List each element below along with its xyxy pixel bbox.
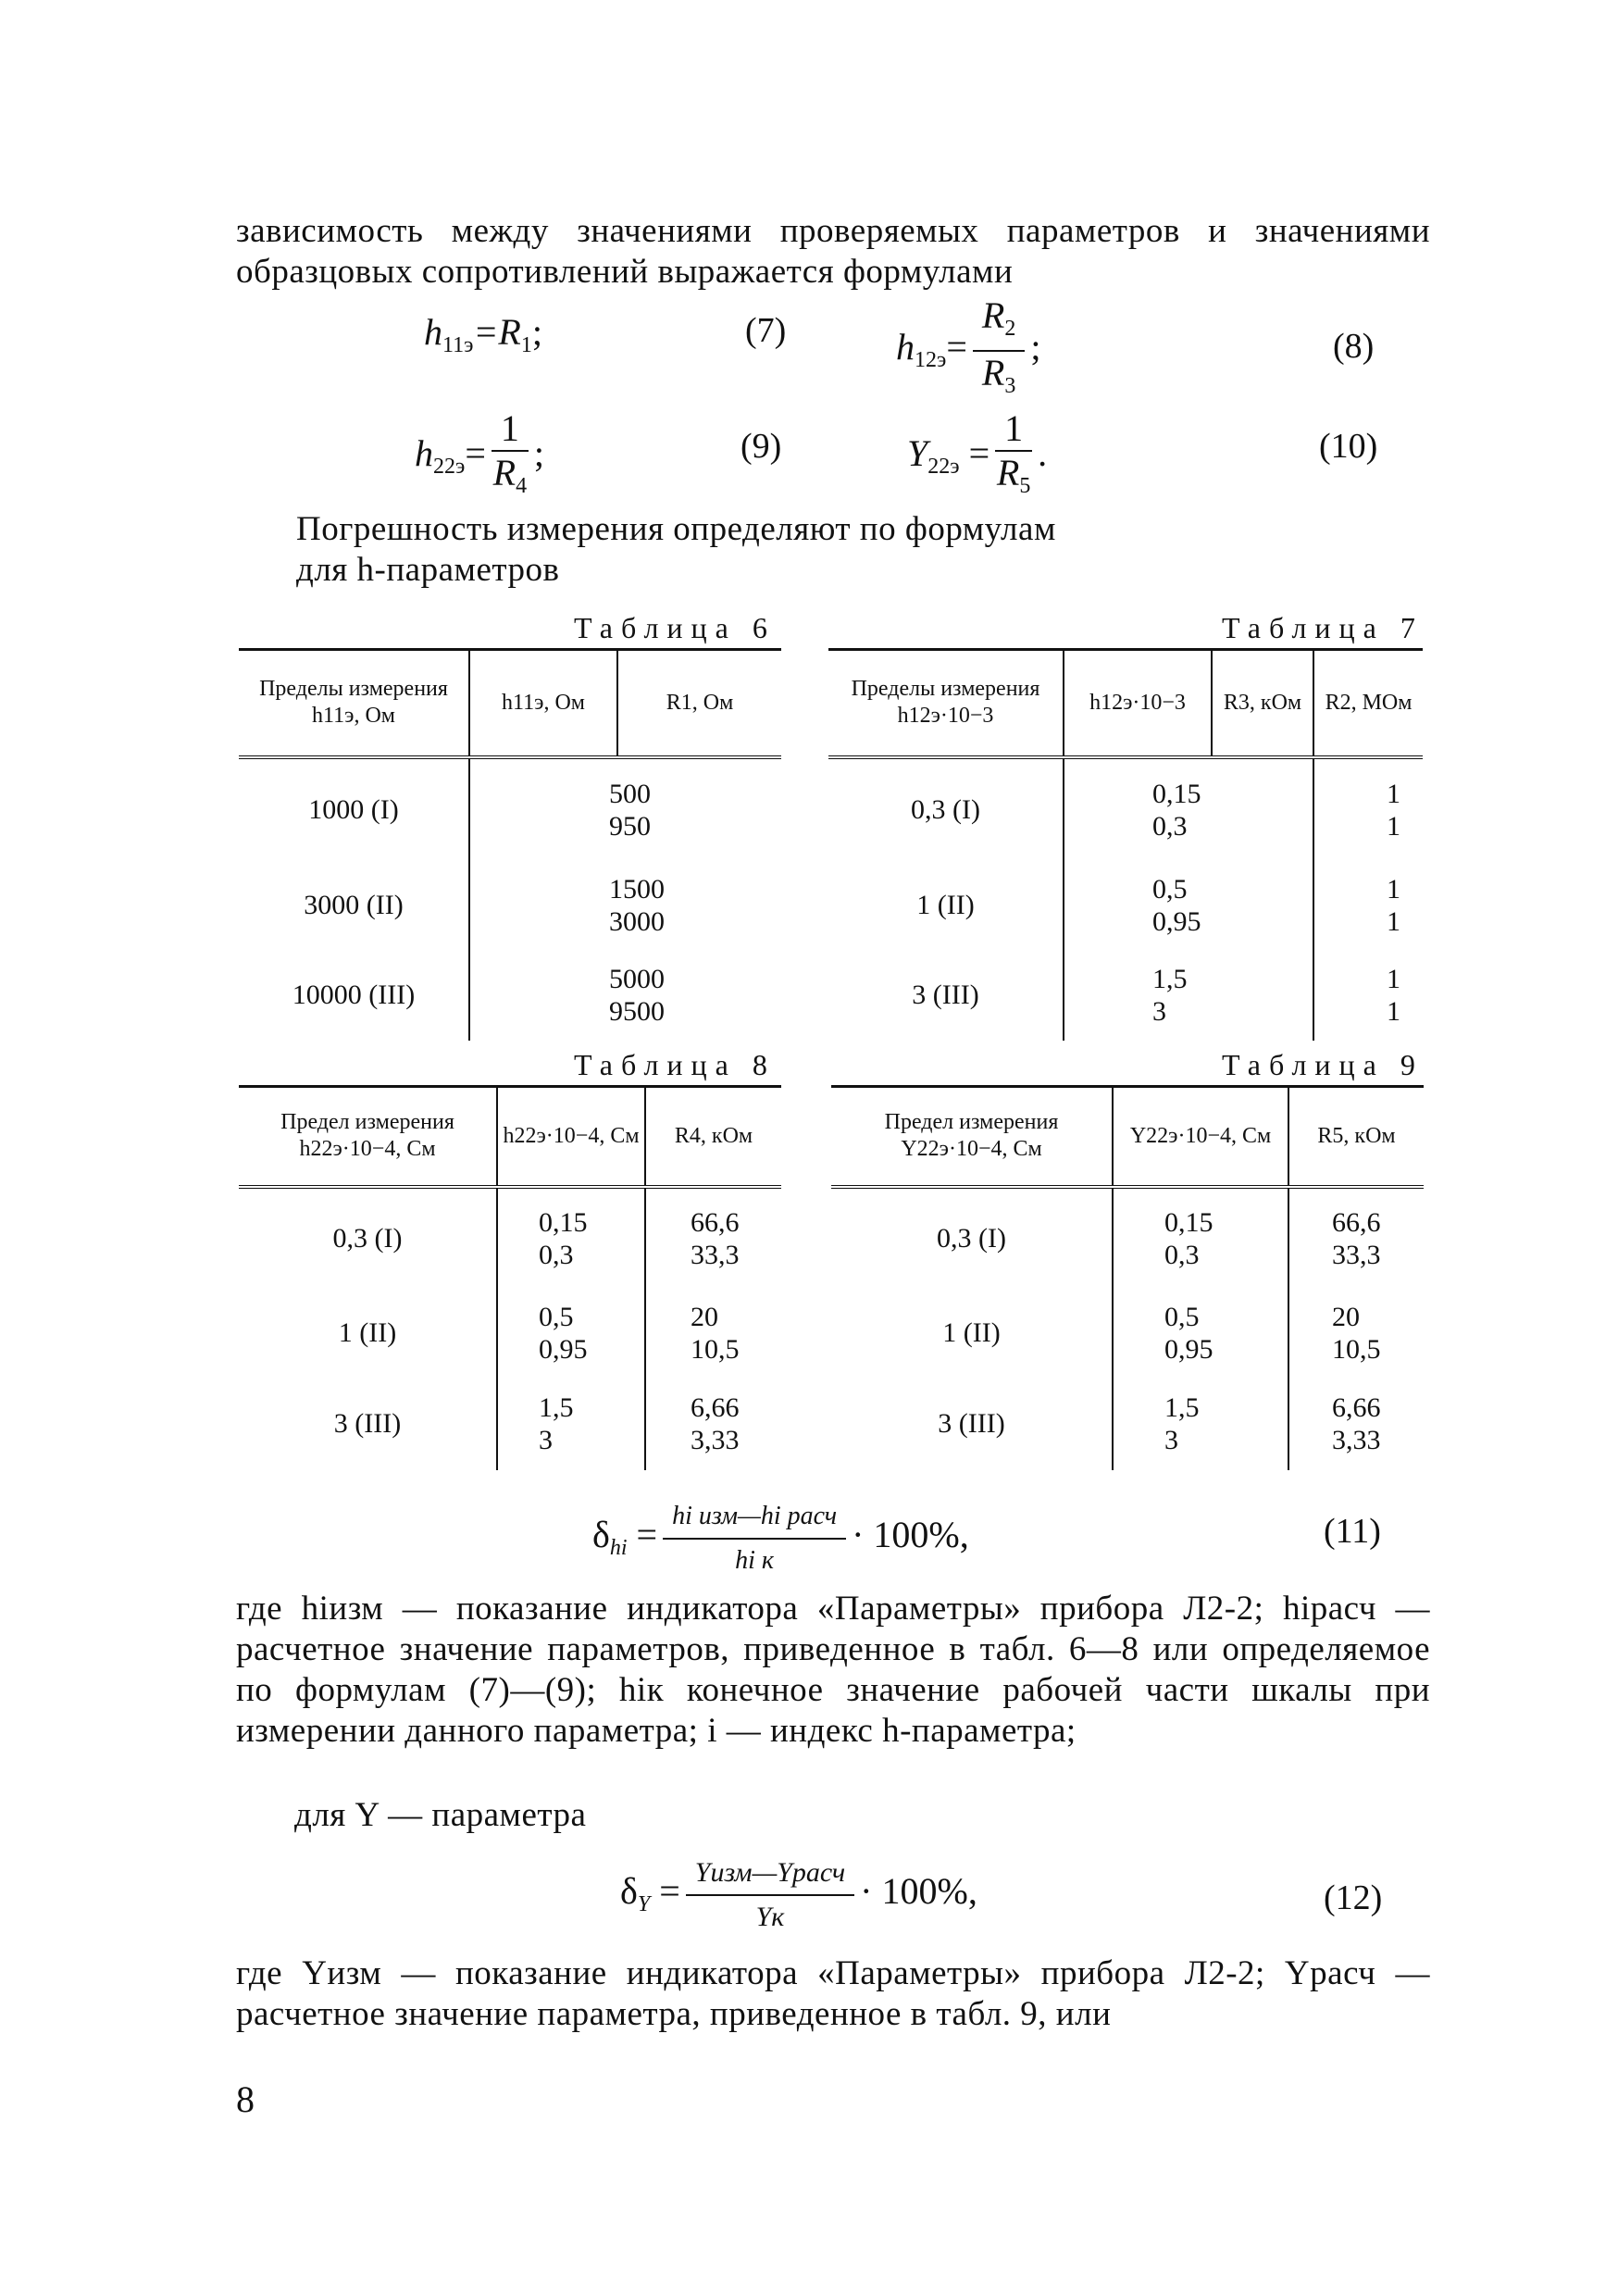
table-7-header-r3: R3, кОм [1212,650,1313,757]
table-8-header-limit: Предел измерения h22э·10−4, См [239,1087,497,1187]
page-number: 8 [236,2078,255,2120]
table-7-caption: Таблица 7 [1222,611,1424,644]
error-intro: Погрешность измерения определяют по формулам [296,510,1056,548]
table-6-header-limit: Пределы измерения h11э, Ом [239,650,469,757]
equation-11-number: (11) [1324,1512,1381,1551]
table-row: 10000 (III) 5000 9500 [239,950,781,1041]
table-8-caption: Таблица 8 [574,1048,776,1081]
table-9-header-limit: Предел измерения Y22э·10−4, См [831,1087,1113,1187]
table-row: 0,3 (I) 0,15 0,3 66,6 33,3 [239,1187,781,1289]
table-row: 3 (III) 1,5 3 6,66 3,33 [831,1378,1424,1470]
equation-7-number: (7) [745,311,787,350]
table-7-header-r2: R2, МОм [1325,690,1413,715]
intro-paragraph: зависимость между значениями проверяемых параметров и значениями образцовых сопротивлений выражается формулами [236,212,1430,291]
table-9-header-r: R5, кОм [1317,1123,1396,1148]
equation-12-number: (12) [1324,1878,1383,1917]
equation-10: $Y_{22э}$ = $\frac{1}{R_5}$ . [907,407,1048,498]
table-7 [828,648,1423,1041]
table-row: 1000 (I) 500 950 [239,757,781,861]
table-9-header-y: Y22э·10−4, См [1113,1087,1288,1187]
table-7-header-h: h12э·10−3 [1064,650,1212,757]
equation-10-number: (10) [1319,427,1378,466]
table-8 [239,1085,781,1470]
table-6-caption: Таблица 6 [574,611,776,644]
table-row: 1 (II) 0,5 0,95 20 10,5 [831,1289,1424,1378]
where-paragraph-2: где Yизм — показание индикатора «Параметры» прибора Л2-2; Yрасч — расчетное значение параметра, приведенное в табл. 9, или [236,1954,1430,2033]
table-6 [239,648,781,1041]
table-row: 3 (III) 1,5 3 1 1 [828,950,1423,1041]
table-6-header-h: h11э, Ом [469,650,617,757]
table-row: 0,3 (I) 0,15 0,3 66,6 33,3 [831,1187,1424,1289]
table-row: 0,3 (I) 0,15 0,3 1 1 [828,757,1423,861]
for-y-parameter: для Y — параметра [294,1796,587,1834]
table-row: 3 (III) 1,5 3 6,66 3,33 [239,1378,781,1470]
equation-9: $h_{22э}=$ $\frac{1}{R_4}$ ; [415,407,544,498]
equation-12: $\delta_Y$ = $\frac{\text{Yизм—Yрасч}}{Yк}$ · 100%, [620,1852,977,1939]
table-8-header-r: R4, кОм [674,1123,753,1148]
table-row: 3000 (II) 1500 3000 [239,861,781,950]
table-6-header-r: R1, Ом [666,690,734,715]
table-8-header-h: h22э·10−4, См [497,1087,645,1187]
error-intro-h: для h-параметров [296,551,560,589]
table-9-caption: Таблица 9 [1222,1048,1424,1081]
equation-11: $\delta_{hi}$ = $\frac{\text{hi изм—hi расч}}{\text{hi к}}$ · 100%, [592,1495,969,1582]
equation-7: $h_{11э}=R_1$; [424,311,542,357]
table-row: 1 (II) 0,5 0,95 20 10,5 [239,1289,781,1378]
table-7-header-limit: Пределы измерения h12э·10−3 [828,650,1064,757]
table-row: 1 (II) 0,5 0,95 1 1 [828,861,1423,950]
equation-8-number: (8) [1333,327,1375,366]
equation-8: $h_{12э}=$ $\frac{R_2}{R_3}$ ; [896,294,1041,398]
table-9 [831,1085,1424,1470]
where-paragraph-1: где hiизм — показание индикатора «Параметры» прибора Л2-2; hiрасч — расчетное значение параметров, приведенное в табл. 6—8 или определяемое по формулам (7)—(9); hiк конечное значение рабочей части шкалы при измерении данного параметра; i — индекс h-параметра; [236,1590,1430,1750]
equation-9-number: (9) [741,427,782,466]
